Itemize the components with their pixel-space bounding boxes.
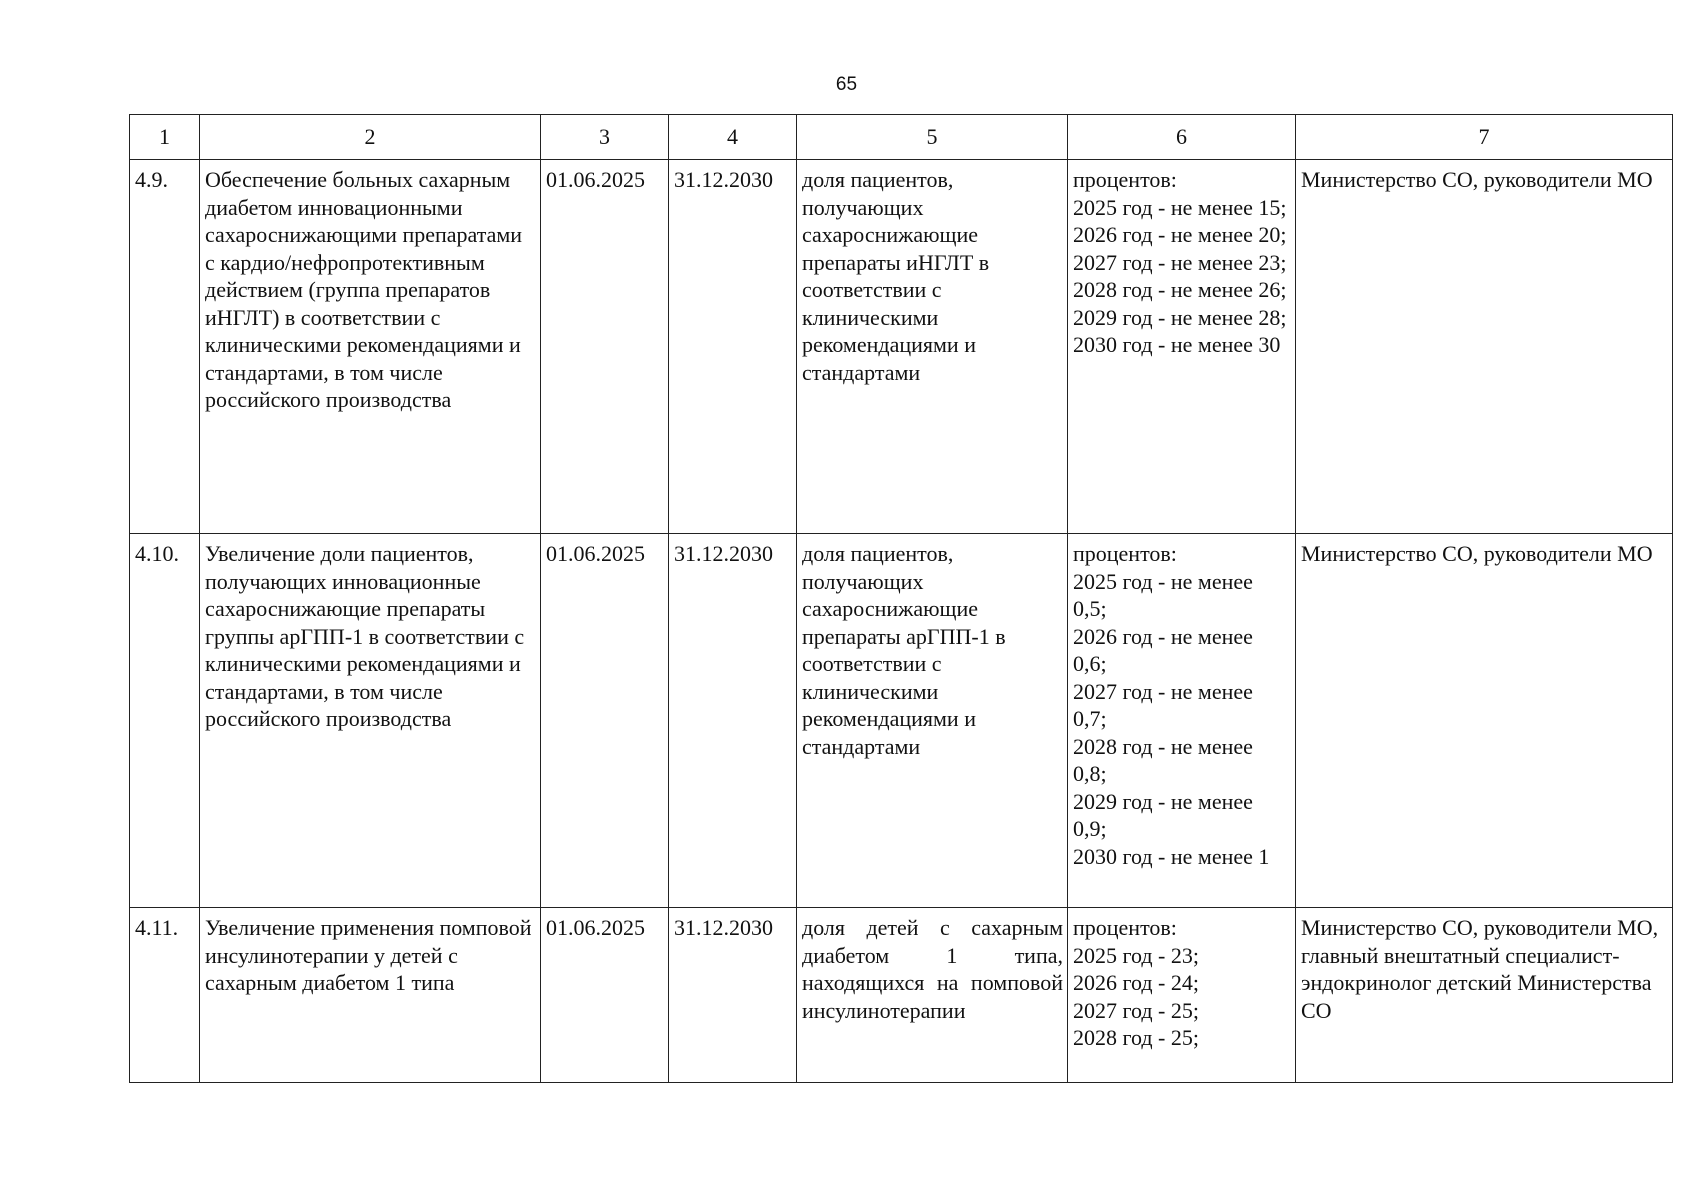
end-date-cell: 31.12.2030 <box>669 908 797 1083</box>
row-number: 4.10. <box>130 534 200 908</box>
target-line: 2026 год - не менее 20; <box>1073 222 1287 247</box>
row-number: 4.11. <box>130 908 200 1083</box>
target-line: 2028 год - не менее 26; <box>1073 277 1287 302</box>
page-number: 65 <box>835 74 858 95</box>
start-date-cell: 01.06.2025 <box>541 160 669 534</box>
target-line: 2027 год - не менее 23; <box>1073 249 1287 275</box>
target-line: 2025 год - не менее 0,5; <box>1073 568 1253 621</box>
start-date-cell: 01.06.2025 <box>541 908 669 1083</box>
start-date-cell: 01.06.2025 <box>541 534 669 908</box>
target-line: 2029 год - не менее 0,9; <box>1073 788 1253 841</box>
plan-table <box>129 114 1673 1083</box>
column-header: 7 <box>1296 115 1673 160</box>
indicator-cell: доля пациентов, получающих сахароснижающие препараты иНГЛТ в соответствии с клиническими рекомендациями и стандартами <box>797 160 1068 534</box>
table-row <box>130 534 1673 908</box>
targets-cell <box>1068 160 1296 534</box>
target-line: 2026 год - 24; <box>1073 970 1199 995</box>
responsible-cell: Министерство СО, руководители МО, главный внештатный специалист-эндокринолог детский Министерства СО <box>1296 908 1673 1083</box>
measure-cell: Увеличение доли пациентов, получающих инновационные сахароснижающие препараты группы арГПП-1 в соответствии с клиническими рекомендациями и стандартами, в том числе российского производства <box>200 534 541 908</box>
column-header: 6 <box>1068 115 1296 160</box>
indicator-cell: доля детей с сахарным диабетом 1 типа, находящихся на помповой инсулинотерапии <box>797 908 1068 1083</box>
end-date-cell: 31.12.2030 <box>669 160 797 534</box>
column-header: 3 <box>541 115 669 160</box>
target-line: 2027 год - не менее 0,7; <box>1073 678 1253 731</box>
indicator-cell: доля пациентов, получающих сахароснижающие препараты арГПП-1 в соответствии с клиническими рекомендациями и стандартами <box>797 534 1068 908</box>
responsible-cell: Министерство СО, руководители МО <box>1296 160 1673 534</box>
column-header: 2 <box>200 115 541 160</box>
table-row <box>130 160 1673 534</box>
targets-cell <box>1068 534 1296 908</box>
target-line: 2030 год - не менее 1 <box>1073 843 1270 869</box>
row-number: 4.9. <box>130 160 200 534</box>
table-row <box>130 908 1673 1083</box>
target-line: 2026 год - не менее 0,6; <box>1073 623 1253 676</box>
target-line: 2027 год - 25; <box>1073 997 1199 1023</box>
target-line: 2025 год - 23; <box>1073 942 1199 968</box>
target-line: 2028 год - не менее 0,8; <box>1073 733 1253 786</box>
responsible-cell: Министерство СО, руководители МО <box>1296 534 1673 908</box>
target-line: процентов: <box>1073 541 1177 566</box>
target-line: 2029 год - не менее 28; <box>1073 304 1287 330</box>
target-line: 2028 год - 25; <box>1073 1025 1199 1050</box>
column-header: 5 <box>797 115 1068 160</box>
target-line: 2025 год - не менее 15; <box>1073 194 1287 220</box>
target-line: процентов: <box>1073 915 1177 940</box>
measure-cell: Обеспечение больных сахарным диабетом инновационными сахароснижающими препаратами с кардио/нефропротективным действием (группа препаратов иНГЛТ) в соответствии с клиническими рекомендациями и стандартами, в том числе российского производства <box>200 160 541 534</box>
header-row <box>130 115 1673 160</box>
column-header: 4 <box>669 115 797 160</box>
target-line: 2030 год - не менее 30 <box>1073 332 1281 357</box>
target-line: процентов: <box>1073 167 1177 192</box>
targets-cell <box>1068 908 1296 1083</box>
measure-cell: Увеличение применения помповой инсулинотерапии у детей с сахарным диабетом 1 типа <box>200 908 541 1083</box>
column-header: 1 <box>130 115 200 160</box>
end-date-cell: 31.12.2030 <box>669 534 797 908</box>
